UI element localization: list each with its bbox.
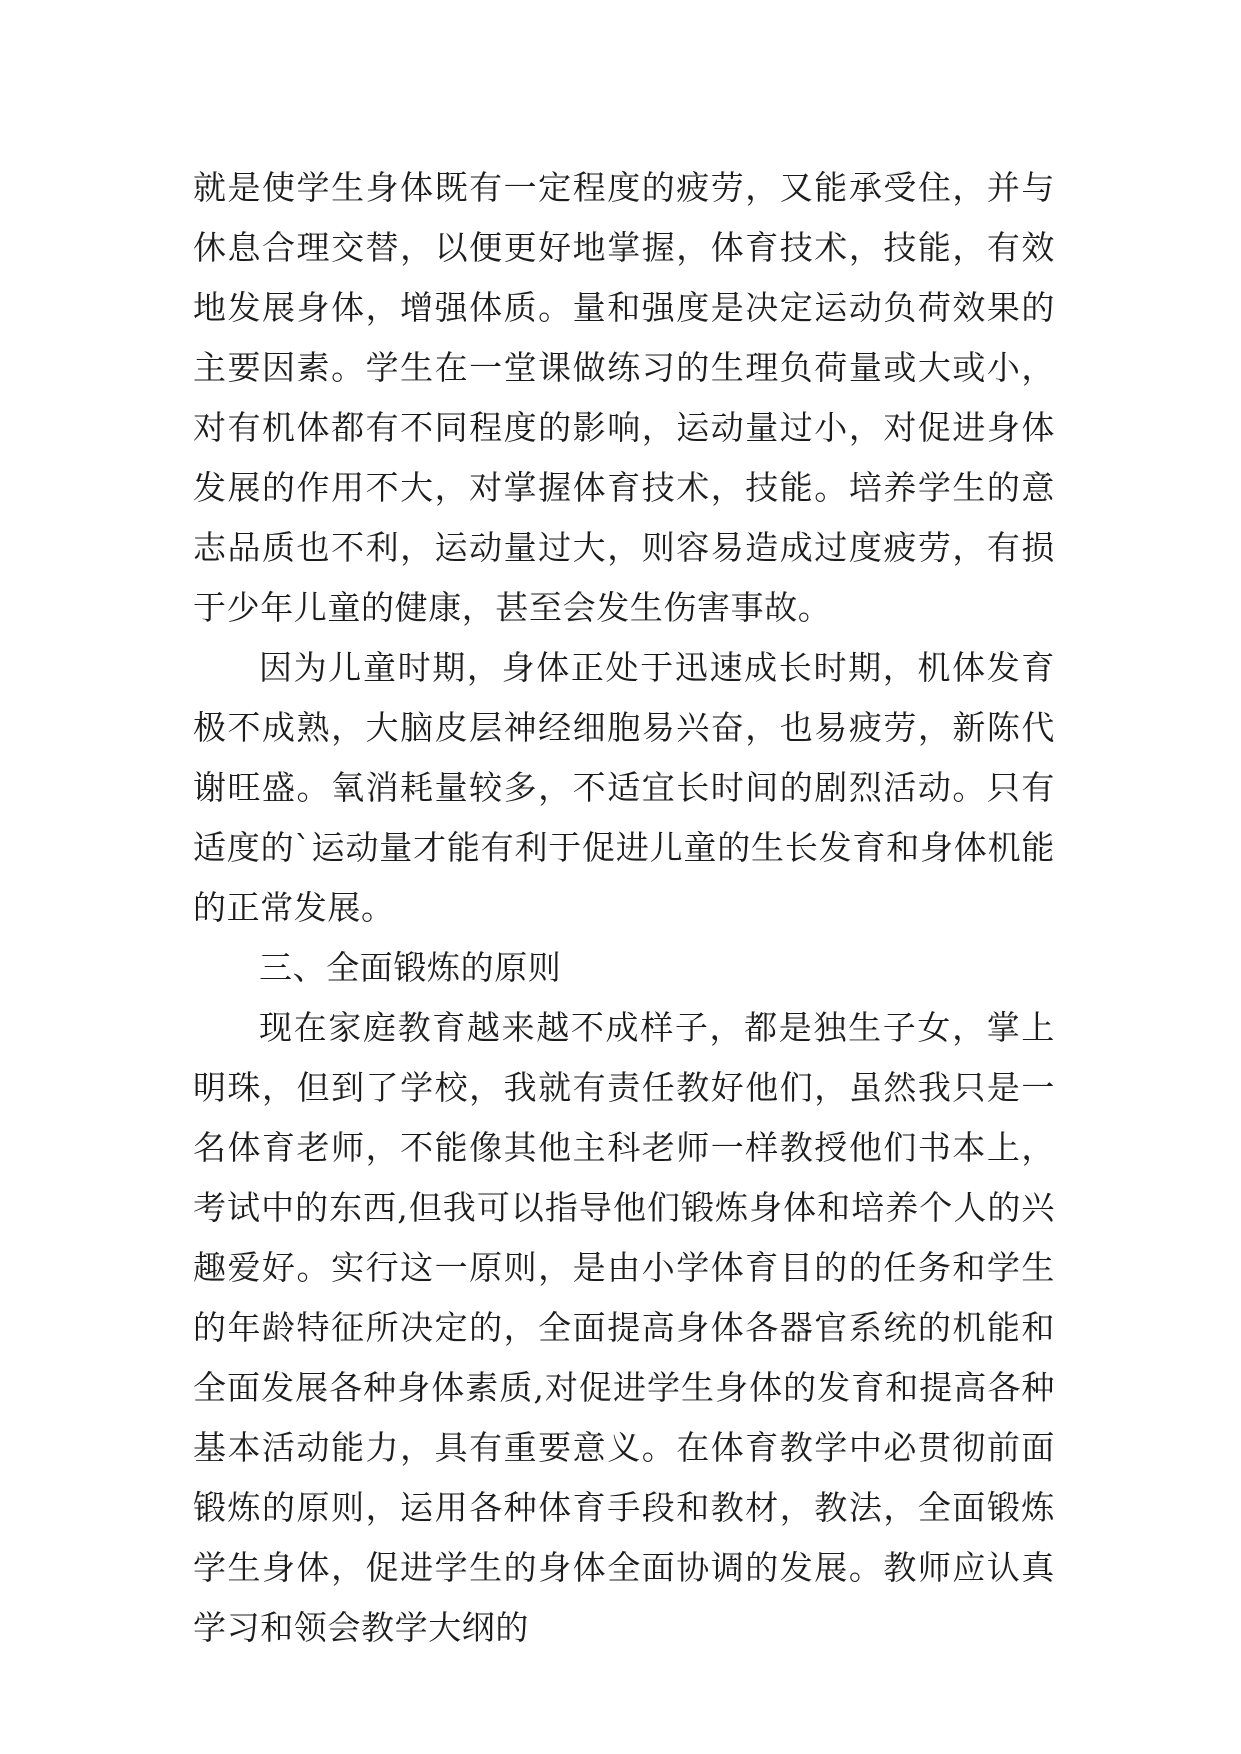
paragraph-childhood-development: 因为儿童时期，身体正处于迅速成长时期，机体发育极不成熟，大脑皮层神经细胞易兴奋，也易疲劳，新陈代谢旺盛。氧消耗量较多，不适宜长时间的剧烈活动。只有适度的`运动量才能有利于促进儿童的生长发育和身体机能的正常发展。 [193, 648, 1055, 927]
paragraph-exercise-load: 就是使学生身体既有一定程度的疲劳，又能承受住，并与休息合理交替，以便更好地掌握，体育技术，技能，有效地发展身体，增强体质。量和强度是决定运动负荷效果的主要因素。学生在一堂课做练习的生理负荷量或大或小，对有机体都有不同程度的影响，运动量过小，对促进身体发展的作用不大，对掌握体育技术，技能。培养学生的意志品质也不利，运动量过大，则容易造成过度疲劳，有损于少年儿童的健康，甚至会发生伤害事故。 [193, 168, 1055, 627]
paragraph-comprehensive-training: 现在家庭教育越来越不成样子，都是独生子女，掌上明珠，但到了学校，我就有责任教好他们，虽然我只是一名体育老师，不能像其他主科老师一样教授他们书本上，考试中的东西,但我可以指导他们锻炼身体和培养个人的兴趣爱好。实行这一原则，是由小学体育目的的任务和学生的年龄特征所决定的，全面提高身体各器官系统的机能和全面发展各种身体素质,对促进学生身体的发育和提高各种基本活动能力，具有重要意义。在体育教学中必贯彻前面锻炼的原则，运用各种体育手段和教材，教法，全面锻炼学生身体，促进学生的身体全面协调的发展。教师应认真学习和领会教学大纲的 [193, 1008, 1055, 1647]
section-heading-comprehensive-training: 三、全面锻炼的原则 [259, 948, 562, 987]
document-page [193, 158, 1055, 1718]
